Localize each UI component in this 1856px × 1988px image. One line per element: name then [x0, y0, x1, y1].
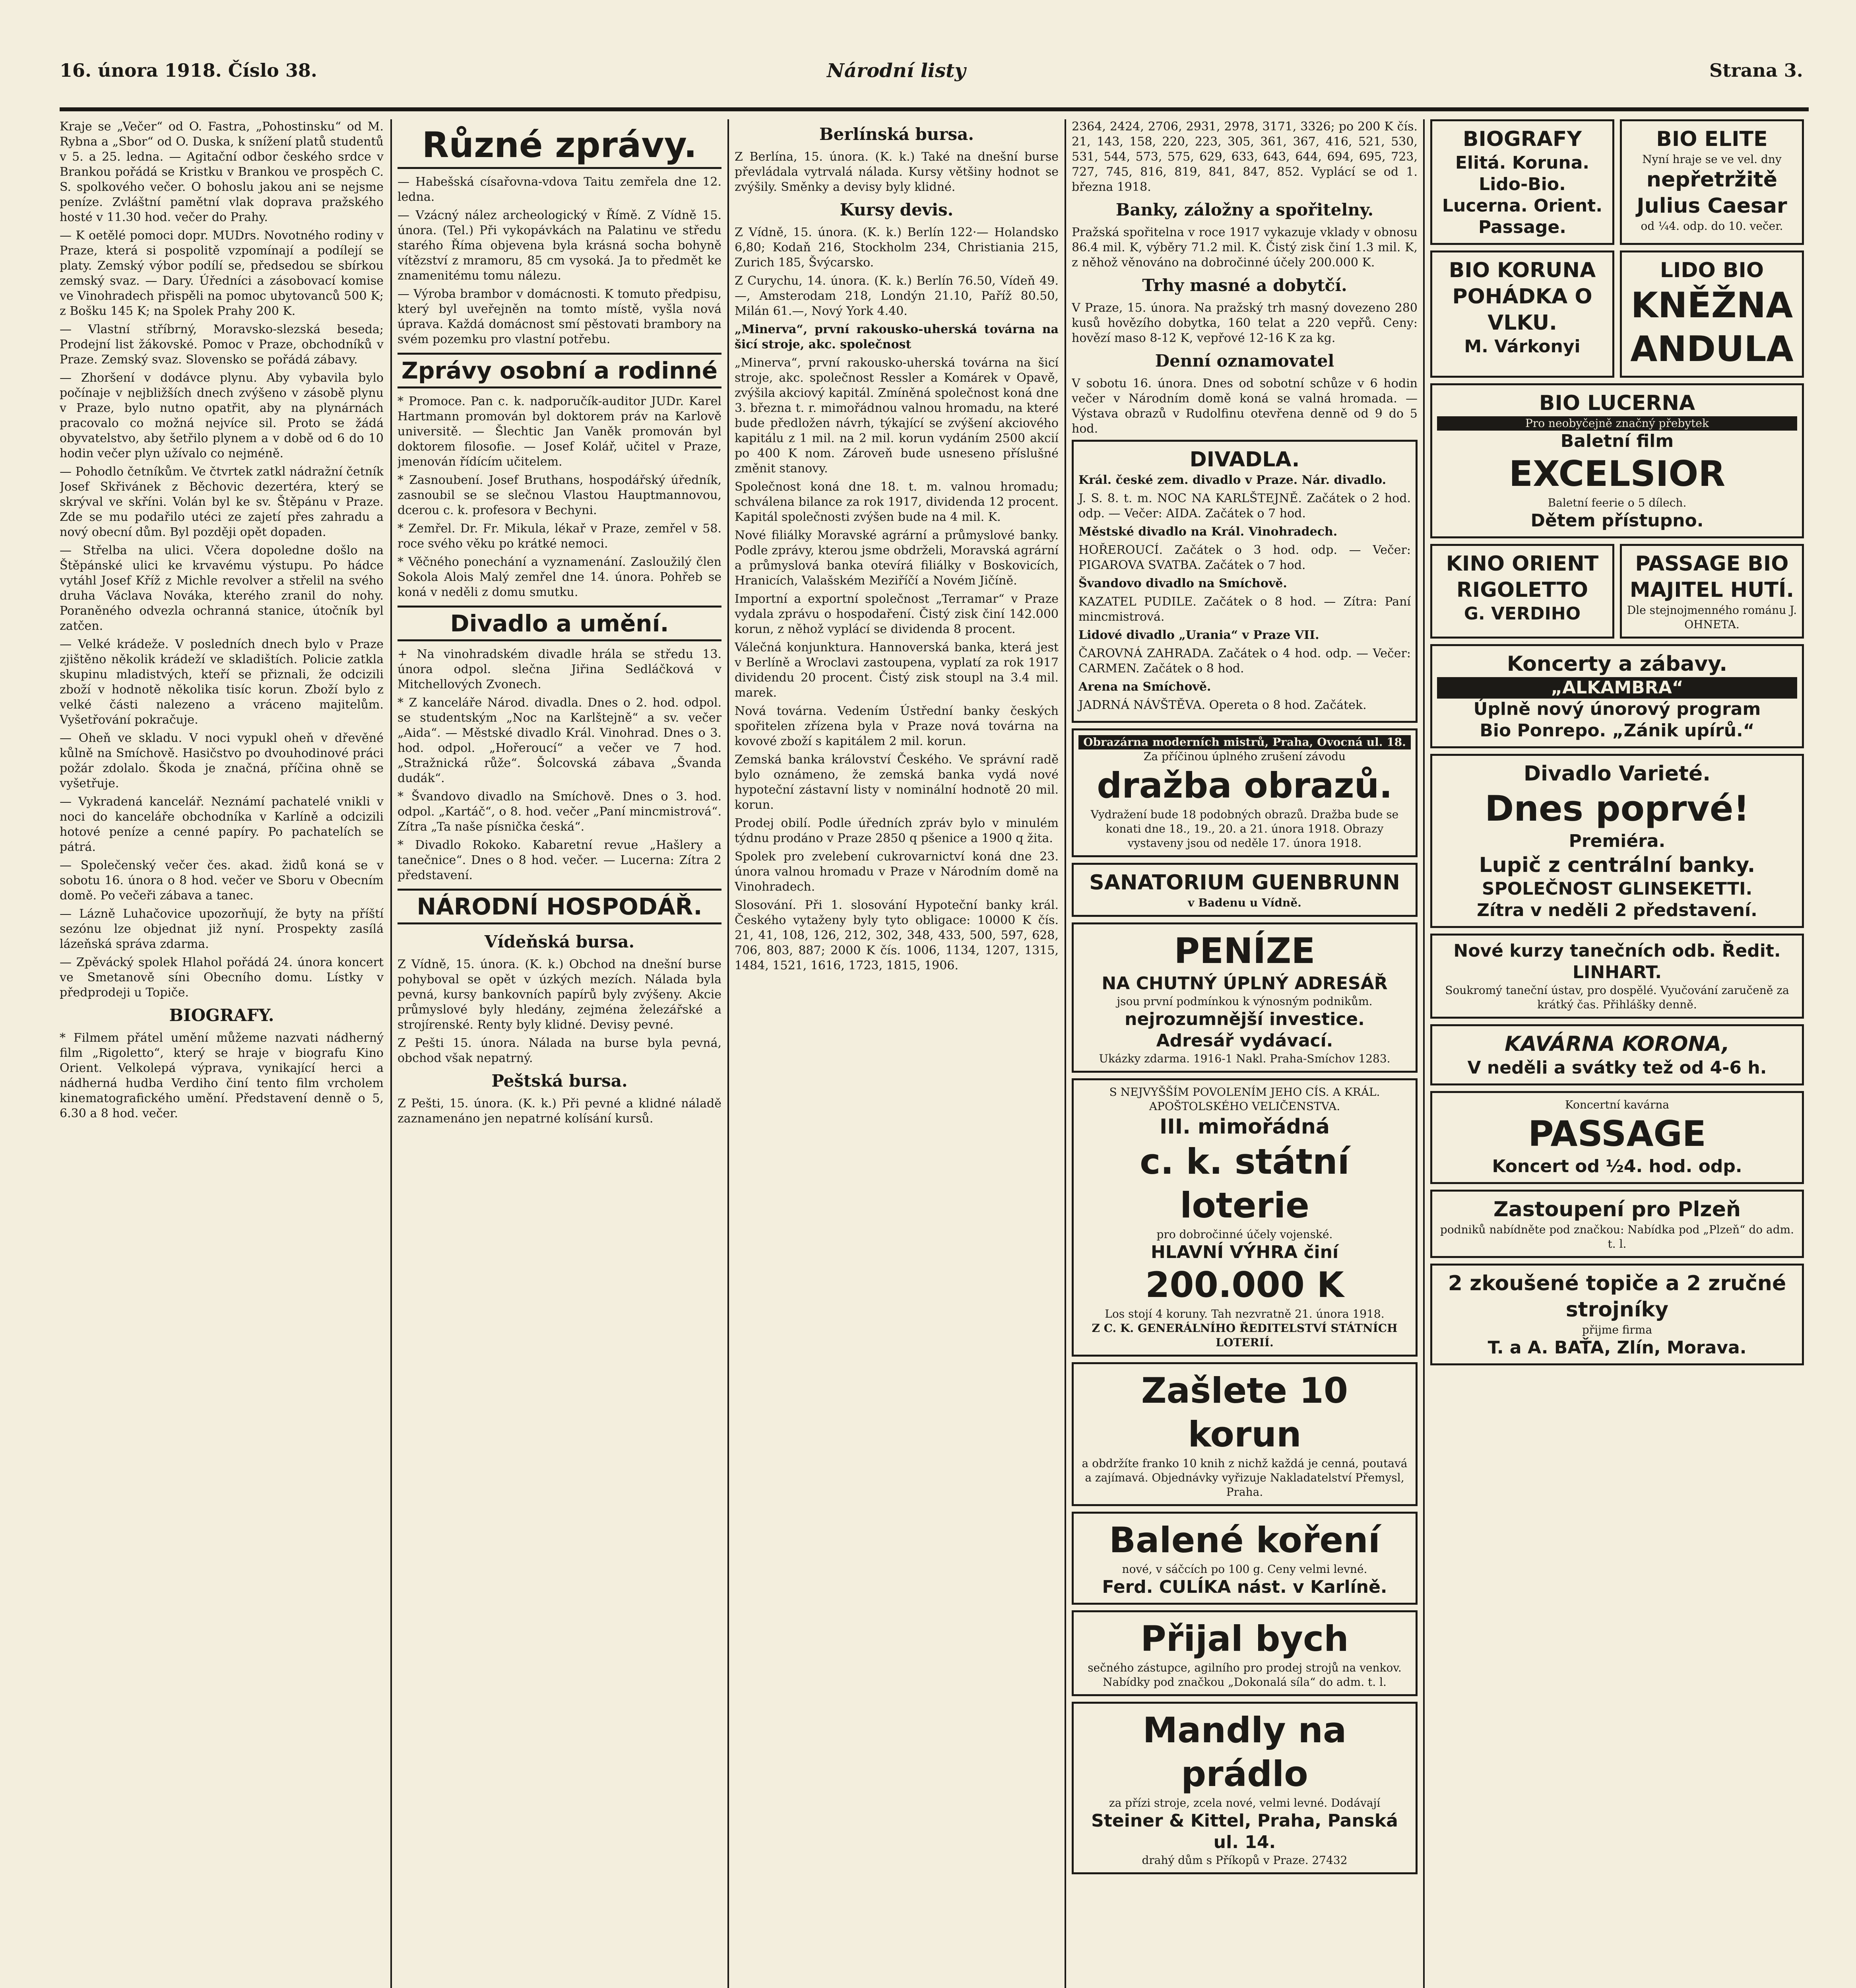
ad-headline: KAVÁRNA KORONA,: [1505, 1032, 1730, 1056]
ad-text: jsou první podmínkou k výnosným podnikům.: [1117, 995, 1373, 1008]
article-paragraph: — Výroba brambor v domácnosti. K tomuto předpisu, který byl uveřejněn na tomto místě, vyšla nová úprava. Každá domácnost smí pěstovati brambory na svém pozemku pro vlastní potřebu.: [398, 287, 721, 346]
article-paragraph: — Společenský večer čes. akad. židů koná se v sobotu 16. února o 8 hod. večer ve Sboru v Obecním domě. Po večeři zábava a tanec.: [60, 858, 384, 903]
article-paragraph: Z Curychu, 14. února. (K. k.) Berlín 76.50, Vídeň 49.—, Amsterodam 218, Londýn 21.10, Paříž 80.50, Milán 61.—, Nový York 4.40.: [735, 274, 1059, 318]
column-rule: [1065, 119, 1066, 1988]
masthead: Národní listy: [827, 60, 966, 82]
article-paragraph: * Zemřel. Dr. Fr. Mikula, lékař v Praze, zemřel v 58. roce svého věku po krátké nemoci.: [398, 522, 721, 551]
ad-headline: 200.000 K: [1145, 1264, 1344, 1305]
article-paragraph: — Vzácný nález archeologický v Římě. Z Vídně 15. února. (Tel.) Při vykopávkách na Palatinu ve středu starého Říma objevena byla krásná socha bohyně vítězství z mramoru, 85 cm vysoká. Ja to předmět ke znamenitému tomu nálezu.: [398, 208, 721, 283]
article-paragraph: Nová továrna. Vedením Ústřední banky českých spořitelen zřízena byla v Praze nová továrna na kovové zboží s kapitálem 2 mil. korun.: [735, 704, 1059, 748]
ad-text: Elitá. Koruna. Lido-Bio. Lucerna. Orient. Passage.: [1442, 153, 1603, 237]
theatre-name: Městské divadlo na Král. Vinohradech.: [1078, 525, 1338, 539]
article-paragraph: „Minerva“, první rakousko-uherská továrna na šicí stroje, akc. společnost Ressler a Komárek v Opavě, zvýšila akciový kapitál. Zmíněná společnost koná dne 3. března t. r. mimořádnou valnou hromadu, na které bude předložen návrh, týkající se zvýšení akciového kapitálu z 1 mil. na 2 mil. korun vydáním 2500 akcií po 400 K nom. Zároveň bude usneseno příslušné změnit stanovy.: [735, 356, 1059, 476]
theatre-listing: JADRNÁ NÁVŠTĚVA. Opereta o 8 hod. Začátek.: [1078, 698, 1367, 712]
ad-text: S NEJVYŠŠÍM POVOLENÍM JEHO CÍS. A KRÁL. APOŠTOLSKÉHO VELIČENSTVA.: [1109, 1085, 1380, 1113]
sub-heading-pestska-bursa: Peštská bursa.: [491, 1071, 628, 1091]
article-paragraph: Zemská banka království Českého. Ve správní radě bylo oznámeno, že zemská banka vydá nové hypoteční zástavní listy v nominální hodnotě 20 mil. korun.: [735, 753, 1059, 812]
article-paragraph: * Filmem přátel umění můžeme nazvati nádherný film „Rigoletto“, který se hraje v biografu Kino Orient. Velkolepá výprava, vynikající herci a nádherná hudba Verdiho činí tento film vrcholem kinematografického umění. Představení denně o 5, 6.30 a 8 hod. večer.: [60, 1031, 384, 1120]
ad-headline: Zašlete 10 korun: [1141, 1370, 1348, 1455]
article-paragraph: — Oheň ve skladu. V noci vypukl oheň v dřevěné kůlně na Smíchově. Hasičstvo po dvouhodinové práci požár zdolalo. Škoda je značná, příčina ohně se vyšetřuje.: [60, 731, 384, 790]
article-paragraph: — Vlastní stříbrný, Moravsko-slezská beseda; Prodejní list žákovské. Pomoc v Praze, obchodníků v Praze. Zemský svaz. Slovensko se pořádá zábavy.: [60, 322, 384, 367]
ad-title: BIO KORUNA: [1449, 258, 1596, 282]
article-paragraph: Pražská spořitelna v roce 1917 vykazuje vklady v obnosu 86.4 mil. K, výběry 71.2 mil. K. Čistý zisk činí 1.3 mil. K, z něhož věnováno na dobročinné účely 200.000 K.: [1072, 225, 1418, 270]
ad-text: Ukázky zdarma. 1916-1 Nakl. Praha-Smíchov 1283.: [1099, 1052, 1391, 1065]
ad-headline: c. k. státní loterie: [1140, 1141, 1350, 1226]
ad-headline: Zastoupení pro Plzeň: [1493, 1198, 1741, 1221]
ad-headline: PENÍZE: [1174, 930, 1315, 971]
ad-headline: dražba obrazů.: [1097, 765, 1392, 806]
ad-sanatorium: [1072, 863, 1418, 917]
sub-heading-denni-oznamovatel: Denní oznamovatel: [1155, 351, 1334, 371]
section-heading-ruzne-zpravy: Různé zprávy.: [398, 123, 721, 169]
ad-title: BIO LUCERNA: [1539, 391, 1695, 415]
article-paragraph: * Z kanceláře Národ. divadla. Dnes o 2. hod. odpol. se studentským „Noc na Karlštejně“ a sv. večer „Aida“. — Městské divadlo Král. Vinohrad. Dnes o 3. hod. odpol. „Hořeroucí“ a večer ve 7 hod. „Stražnická růže“. Šolcovská zábava „Švanda dudák“.: [398, 696, 721, 785]
ad-zastoupeni-plzen: [1430, 1190, 1804, 1258]
ad-lido-bio: [1620, 250, 1804, 378]
article-paragraph: * Zasnoubení. Josef Bruthans, hospodářský úředník, zasnoubil se se slečnou Vlastou Hauptmannovou, dcerou c. k. profesora v Bechyni.: [398, 473, 721, 517]
ad-bata: [1430, 1264, 1804, 1365]
page-number: Strana 3.: [1709, 60, 1803, 81]
ad-subtitle: Premiéra.: [1569, 831, 1666, 851]
sub-heading-banky: Banky, záložny a spořitelny.: [1115, 200, 1374, 219]
ad-kavarna-korona: [1430, 1024, 1804, 1085]
theatre-listing: J. S. 8. t. m. NOC NA KARLŠTEJNĚ. Začátek o 2 hod. odp. — Večer: AIDA. Začátek o 7 hod.: [1078, 491, 1411, 520]
ad-text: Vydražení bude 18 podobných obrazů. Dražba bude se konati dne 18., 19., 20. a 21. února 1918. Obrazy vystaveny jsou od neděle 17. února 1918.: [1090, 808, 1399, 850]
ad-headline: SANATORIUM GUENBRUNN: [1089, 871, 1400, 895]
section-heading-zpravy-osobni: Zprávy osobní a rodinné: [398, 353, 721, 388]
column-rule: [727, 119, 729, 1988]
ad-text: Z C. K. GENERÁLNÍHO ŘEDITELSTVÍ STÁTNÍCH LOTERIÍ.: [1092, 1322, 1398, 1349]
ad-subtitle: HLAVNÍ VÝHRA činí: [1150, 1242, 1339, 1262]
article-paragraph: — Pohodlo četníkům. Ve čtvrtek zatkl nádražní četník Josef Skřivánek z Běchovic dezertéra, který se skrýval ve skříni. Volán byl ke sv. Štěpánu v Praze. Zde se mu podařilo utéci ze zajetí přes zahradu a nový obecní dům. Byl později opět dopaden.: [60, 465, 384, 539]
ad-passage-kavarna: [1430, 1091, 1804, 1184]
article-paragraph: — Vykradená kancelář. Neznámí pachatelé vnikli v noci do kanceláře obchodníka v Karlíně a odcizili hotové peníze a cenné papíry. Po pachatelích se pátrá.: [60, 795, 384, 854]
article-paragraph: Z Berlína, 15. února. (K. k.) Také na dnešní burse převládala vytrvalá nálada. Kursy většiny hodnot se zvýšily. Směnky a devisy byly klidné.: [735, 150, 1059, 194]
article-paragraph: + Na vinohradském divadle hrála se středu 13. února odpol. slečna Jiřina Sedláčková v Mitchellových Zvonech.: [398, 647, 721, 691]
ad-subtitle: V neděli a svátky tež od 4-6 h.: [1467, 1058, 1767, 1078]
theatre-listing: KAZATEL PUDILE. Začátek o 8 hod. — Zítra: Paní mincmistrová.: [1078, 595, 1411, 624]
article-paragraph: Kraje se „Večer“ od O. Fastra, „Pohostinsku“ od M. Rybna a „Sbor“ od O. Duska, k snížení platů studentů v 5. a 25. ledna. — Agitační odbor českého srdce v Brankou pořádá se Kristku v Brankou ve prospěch C. S. spolkového večer. O bohoslu jakou ani se nejsme peníze. Zvláštní pamětní vlak doprava pražského hosté v 11.30 hod. večer do Prahy.: [60, 120, 384, 224]
ad-headline: EXCELSIOR: [1509, 453, 1726, 494]
ad-passage-bio: [1620, 544, 1804, 639]
header-rule: [60, 107, 1809, 111]
article-paragraph: Společnost koná dne 18. t. m. valnou hromadu; schválena bilance za rok 1917, dividenda 12 procent. Kapitál společnosti zvýšen bude na 4 mil. K.: [735, 480, 1059, 524]
ad-subtitle: Bio Ponrepo. „Zánik upírů.“: [1480, 720, 1755, 741]
ad-banner: „ALKAMBRA“: [1437, 677, 1797, 699]
ad-varieté: [1430, 754, 1804, 928]
article-paragraph: 2364, 2424, 2706, 2931, 2978, 3171, 3326; po 200 K čís. 21, 143, 158, 220, 223, 305, 361, 367, 416, 521, 530, 531, 544, 573, 575, 629, 633, 643, 644, 694, 695, 723, 727, 745, 816, 819, 841, 847, 852. Vyplácí se od 1. března 1918.: [1072, 120, 1418, 194]
article-paragraph: — K oetělé pomoci dopr. MUDrs. Novotného rodiny v Praze, která si pospolitě vzpomínají a podílejí se platy. Zemský výbor podílí se, předsedou se sbírkou zemský svaz. — Dary. Úředníci a zásobovací komise ve Vinohradech přispěli na pomoc ubytovanců 500 K; z Bošku 145 K; na Spolek Prahy 200 K.: [60, 229, 384, 318]
ad-subtitle: Steiner & Kittel, Praha, Panská ul. 14.: [1091, 1811, 1398, 1852]
article-paragraph: Nové filiálky Moravské agrární a průmyslové banky. Podle zprávy, kterou jsme obdrželi, Moravská agrární a průmyslová banka otevírá filiálky v Boskovicích, Hranicích, Valašském Meziříčí a Novém Jičíně.: [735, 528, 1059, 588]
theatre-name: Král. české zem. divadlo v Praze. Nár. divadlo.: [1078, 473, 1387, 487]
ad-subtitle: M. Várkonyi: [1464, 336, 1581, 357]
theatre-listing: ČAROVNÁ ZAHRADA. Začátek o 4 hod. odp. — Večer: CARMEN. Začátek o 8 hod.: [1078, 646, 1411, 676]
ad-text: podniků nabídněte pod značkou: Nabídka pod „Plzeň“ do adm. t. l.: [1440, 1223, 1794, 1250]
ad-subtitle: Za příčinou úplného zrušení závodu: [1143, 750, 1346, 763]
ad-text: od ¼4. odp. do 10. večer.: [1641, 219, 1783, 233]
ad-title: DIVADLA.: [1189, 448, 1300, 472]
ad-title: BIOGRAFY: [1462, 127, 1582, 151]
article-paragraph: Spolek pro zvelebení cukrovarnictví koná dne 23. února valnou hromadu v Praze v Národním domě na Vinohradech.: [735, 850, 1059, 894]
ad-text: drahý dům s Příkopů v Praze. 27432: [1142, 1854, 1348, 1867]
ad-title: PASSAGE BIO: [1635, 552, 1789, 576]
ad-headline: Julius Caesar: [1637, 194, 1787, 218]
ad-headline: KNĚŽNA ANDULA: [1630, 285, 1794, 369]
section-heading-biografy: BIOGRAFY.: [169, 1006, 274, 1025]
ad-zaslete: [1072, 1362, 1418, 1506]
ad-koncerty: [1430, 644, 1804, 748]
article-lead: „Minerva“, první rakousko-uherská továrna na šicí stroje, akc. společnost: [735, 322, 1059, 351]
ad-text: Dle stejnojmenného románu J. OHNETA.: [1627, 604, 1797, 631]
ad-title: KINO ORIENT: [1446, 552, 1599, 576]
ad-title: BIO ELITE: [1656, 127, 1768, 151]
ad-subtitle: nepřetržitě: [1646, 168, 1778, 192]
ad-text: v Badenu u Vídně.: [1188, 896, 1301, 909]
ad-subtitle: Ferd. CULÍKA nást. v Karlíně.: [1102, 1577, 1387, 1597]
ad-headline: 2 zkoušené topiče a 2 zručné strojníky: [1448, 1272, 1786, 1322]
ad-prijal-bych: [1072, 1610, 1418, 1696]
ad-text: Los stojí 4 koruny. Tah nezvratně 21. února 1918.: [1105, 1307, 1385, 1320]
ad-headline: PASSAGE: [1528, 1113, 1706, 1154]
ad-subtitle: SPOLEČNOST GLINSEKETTI.: [1482, 879, 1753, 899]
ad-subtitle: Koncert od ½4. hod. odp.: [1492, 1156, 1742, 1176]
ad-text: pro dobročinné účely vojenské.: [1156, 1228, 1333, 1241]
ad-text: Baletní feerie o 5 dílech.: [1548, 496, 1687, 509]
article-paragraph: — Střelba na ulici. Včera dopoledne došlo na Štěpánské ulici ke krvavému výstupu. Po hádce vytáhl Josef Kříž z Michle revolver a střelil na svého druha Václava Nováka, kterého zranil do nohy. Poraněného odvezla ochranná stanice, útočník byl zatčen.: [60, 544, 384, 633]
column-rule: [390, 119, 392, 1988]
ad-text: Nyní hraje se ve vel. dny: [1642, 153, 1782, 166]
ad-bio-lucerna: [1430, 383, 1804, 538]
ad-title: Koncerty a zábavy.: [1507, 652, 1728, 676]
article-paragraph: * Švandovo divadlo na Smíchově. Dnes o 3. hod. odpol. „Kartáč“, o 8. hod. večer „Paní mincmistrová“. Zítra „Ta naše písnička česká“.: [398, 790, 721, 834]
sub-heading-trhy: Trhy masné a dobytčí.: [1142, 276, 1347, 295]
ad-kino-orient: [1430, 544, 1614, 639]
ad-headline: MAJITEL HUTÍ.: [1629, 578, 1794, 602]
article-paragraph: Slosování. Při 1. slosování Hypoteční banky král. Českého vytaženy byly tyto obligace: 10000 K čís. 21, 41, 108, 126, 212, 302, 348, 433, 500, 597, 628, 706, 803, 887; 2000 K čís. 1006, 1134, 1207, 1315, 1484, 1521, 1616, 1723, 1815, 1906.: [735, 898, 1059, 973]
article-paragraph: Z Vídně, 15. února. (K. k.) Berlín 122·— Holandsko 6,80; Kodaň 216, Stockholm 234, Christiania 215, Zurich 185, Švýcarsko.: [735, 225, 1059, 270]
ad-text: přijme firma: [1582, 1323, 1652, 1336]
ad-headline: Mandly na prádlo: [1142, 1710, 1347, 1794]
column-2: [398, 119, 721, 1988]
ad-text: za přízi stroje, zcela nové, velmi levné. Dodávají: [1109, 1796, 1381, 1809]
ad-subtitle: Zítra v neděli 2 představení.: [1477, 900, 1757, 920]
ad-divadla: [1072, 440, 1418, 723]
column-5: [1430, 119, 1804, 1988]
article-paragraph: — Velké krádeže. V posledních dnech bylo v Praze zjištěno několik krádeží ve skladištích. Policie zatkla skupinu mladistvých, kteří se přiznali, že odcizili zboží v hodnotě několika tisíc korun. Zboží bylo z velké části nalezeno a vráceno majitelům. Vyšetřování pokračuje.: [60, 637, 384, 727]
ad-row: [1430, 250, 1804, 383]
column-3: [735, 119, 1059, 1988]
ad-mandly: [1072, 1702, 1418, 1874]
ad-row: [1430, 119, 1804, 250]
ad-banner: Pro neobyčejně značný přebytek: [1437, 416, 1797, 431]
article-paragraph: — Lázně Luhačovice upozorňují, že byty na příští sezónu lze objednat již nyní. Prospekty zasílá lázeňská správa zdarma.: [60, 907, 384, 951]
ad-subtitle: T. a A. BAŤA, Zlín, Morava.: [1488, 1338, 1747, 1358]
article-paragraph: Válečná konjunktura. Hannoverská banka, která jest v Berlíně a Wroclavi zastoupena, vyplatí za rok 1917 dividendu 20 procent. Čistý zisk stoupl na 3.4 mil. marek.: [735, 641, 1059, 700]
ad-row: [1430, 544, 1804, 644]
ad-banner: Obrazárna moderních mistrů, Praha, Ovocná ul. 18.: [1078, 735, 1411, 749]
ad-bio-koruna: [1430, 250, 1614, 378]
ad-subtitle: Úplně nový únorový program: [1473, 699, 1761, 719]
ad-subtitle: NA CHUTNÝ ÚPLNÝ ADRESÁŘ: [1102, 973, 1388, 994]
ad-subtitle: Adresář vydávací.: [1156, 1031, 1333, 1051]
column-4: [1072, 119, 1418, 1988]
article-paragraph: — Zhoršení v dodávce plynu. Aby vybavila bylo počínaje v nejbližších dnech zvýšeno v zásobě plynu v Praze, bylo nutno opatřit, aby na plynárnách pracovalo co možná nejvíce sil. Proto se žádá obyvatelstvo, aby šetřilo plynem a v době od 6 do 10 hodin večer plyn užívalo co nejméně.: [60, 371, 384, 460]
ad-subtitle: Baletní film: [1560, 431, 1674, 451]
article-paragraph: V Praze, 15. února. Na pražský trh masný dovezeno 280 kusů hovězího dobytka, 160 telat a 220 vepřů. Ceny: hovězí maso 8-12 K, vepřové 12-16 K za kg.: [1072, 301, 1418, 345]
article-paragraph: * Divadlo Rokoko. Kabaretní revue „Hašlery a tanečnice“. Dnes o 8 hod. večer. — Lucerna: Zítra 2 představení.: [398, 838, 721, 882]
article-paragraph: — Habešská císařovna-vdova Taitu zemřela dne 12. ledna.: [398, 175, 721, 204]
sub-heading-berlinska-bursa: Berlínská bursa.: [819, 124, 974, 144]
section-heading-narodni-hospodar: NÁRODNÍ HOSPODÁŘ.: [398, 889, 721, 924]
ad-text: Koncertní kavárna: [1565, 1098, 1670, 1111]
ad-loterie: [1072, 1078, 1418, 1357]
theatre-name: Lidové divadlo „Urania“ v Praze VII.: [1078, 628, 1319, 642]
ad-subtitle: III. mimořádná: [1160, 1115, 1330, 1139]
ad-headline: Balené koření: [1109, 1520, 1380, 1561]
article-paragraph: * Promoce. Pan c. k. nadporučík-auditor JUDr. Karel Hartmann promován byl doktorem práv na Karlově universitě. — Šlechtic Jan Vaněk promován byl doktorem filosofie. — Josef Kolář, učitel v Praze, jmenován řídícím učitelem.: [398, 394, 721, 469]
article-paragraph: Z Pešti, 15. února. (K. k.) Při pevné a klidné náladě zaznamenáno jen nepatrné kolísání kursů.: [398, 1097, 721, 1126]
ad-title: Divadlo Varieté.: [1524, 762, 1711, 786]
ad-title: LIDO BIO: [1660, 258, 1764, 282]
article-paragraph: Z Vídně, 15. února. (K. k.) Obchod na dnešní burse pohyboval se opět v úzkých mezích. Nálada byla pevná, kursy bankovních papírů byly zvýšeny. Akcie průmyslové byly hledány, zejména železářské a strojírenské. Renty byly klidné. Devisy pevné.: [398, 957, 721, 1032]
article-paragraph: — Zpěvácký spolek Hlahol pořádá 24. února koncert ve Smetanově síni Obecního domu. Lístky v předprodeji u Topiče.: [60, 955, 384, 1000]
section-heading-divadlo: Divadlo a umění.: [398, 606, 721, 641]
ad-headline: Nové kurzy tanečních odb. Ředit. LINHART.: [1453, 941, 1781, 982]
ad-drazba-obrazu: [1072, 728, 1418, 857]
sub-heading-kursy-devis: Kursy devis.: [840, 200, 954, 219]
column-1: [60, 119, 384, 1988]
article-paragraph: Importní a exportní společnost „Terramar“ v Praze vydala zprávu o hospodaření. Čistý zisk činí 142.000 korun, z něhož vyplácí se dividenda 8 procent.: [735, 592, 1059, 636]
theatre-listing: HOŘEROUCÍ. Začátek o 3 hod. odp. — Večer: PIGAROVA SVATBA. Začátek o 7 hod.: [1078, 543, 1411, 572]
issue-date: 16. února 1918. Číslo 38.: [60, 60, 317, 81]
ad-bio-elite: [1620, 119, 1804, 245]
ad-penize: [1072, 922, 1418, 1073]
ad-text: nové, v sáčcích po 100 g. Ceny velmi levné.: [1122, 1563, 1367, 1576]
ad-text: a obdržíte franko 10 knih z nichž každá je cenná, poutavá a zajímavá. Objednávky vyřizuje Nakladatelství Přemysl, Praha.: [1082, 1457, 1408, 1499]
theatre-name: Švandovo divadlo na Smíchově.: [1078, 577, 1287, 590]
ad-headline: RIGOLETTO: [1456, 578, 1588, 602]
ad-headline: Lupič z centrální banky.: [1479, 853, 1755, 877]
column-rule: [1423, 119, 1425, 1988]
ad-headline: Dnes poprvé!: [1485, 788, 1749, 829]
ad-subtitle: G. VERDIHO: [1464, 604, 1581, 624]
article-paragraph: V sobotu 16. února. Dnes od sobotní schůze v 6 hodin večer v Národním domě koná se valná hromada. — Výstava obrazů v Rudolfinu otevřena denně od 9 do 5 hod.: [1072, 377, 1418, 436]
ad-subtitle: Dětem přístupno.: [1530, 511, 1704, 531]
ad-koreni: [1072, 1512, 1418, 1605]
ad-headline: Přijal bych: [1140, 1618, 1349, 1659]
ad-headline: POHÁDKA O VLKU.: [1452, 285, 1592, 335]
ad-text: Soukromý taneční ústav, pro dospělé. Vyučování zaručeně za krátký čas. Přihlášky denně.: [1445, 984, 1789, 1011]
article-paragraph: Z Pešti 15. února. Nálada na burse byla pevná, obchod však nepatrný.: [398, 1036, 721, 1065]
sub-heading-videnska-bursa: Vídeňská bursa.: [484, 932, 635, 951]
ad-subtitle: nejrozumnější investice.: [1125, 1009, 1365, 1029]
ad-tanecni: [1430, 934, 1804, 1019]
article-paragraph: * Věčného ponechání a vyznamenání. Zasloužilý člen Sokola Alois Malý zemřel dne 14. února. Pohřeb se koná v neděli z domu smutku.: [398, 555, 721, 599]
ad-text: sečného zástupce, agilního pro prodej strojů na venkov. Nabídky pod značkou „Dokonalá síla“ do adm. t. l.: [1088, 1661, 1402, 1689]
article-paragraph: Prodej obilí. Podle úředních zpráv bylo v minulém týdnu prodáno v Praze 2850 q pšenice a 1900 q žita.: [735, 816, 1059, 845]
theatre-name: Arena na Smíchově.: [1078, 680, 1211, 694]
ad-biografy: [1430, 119, 1614, 245]
